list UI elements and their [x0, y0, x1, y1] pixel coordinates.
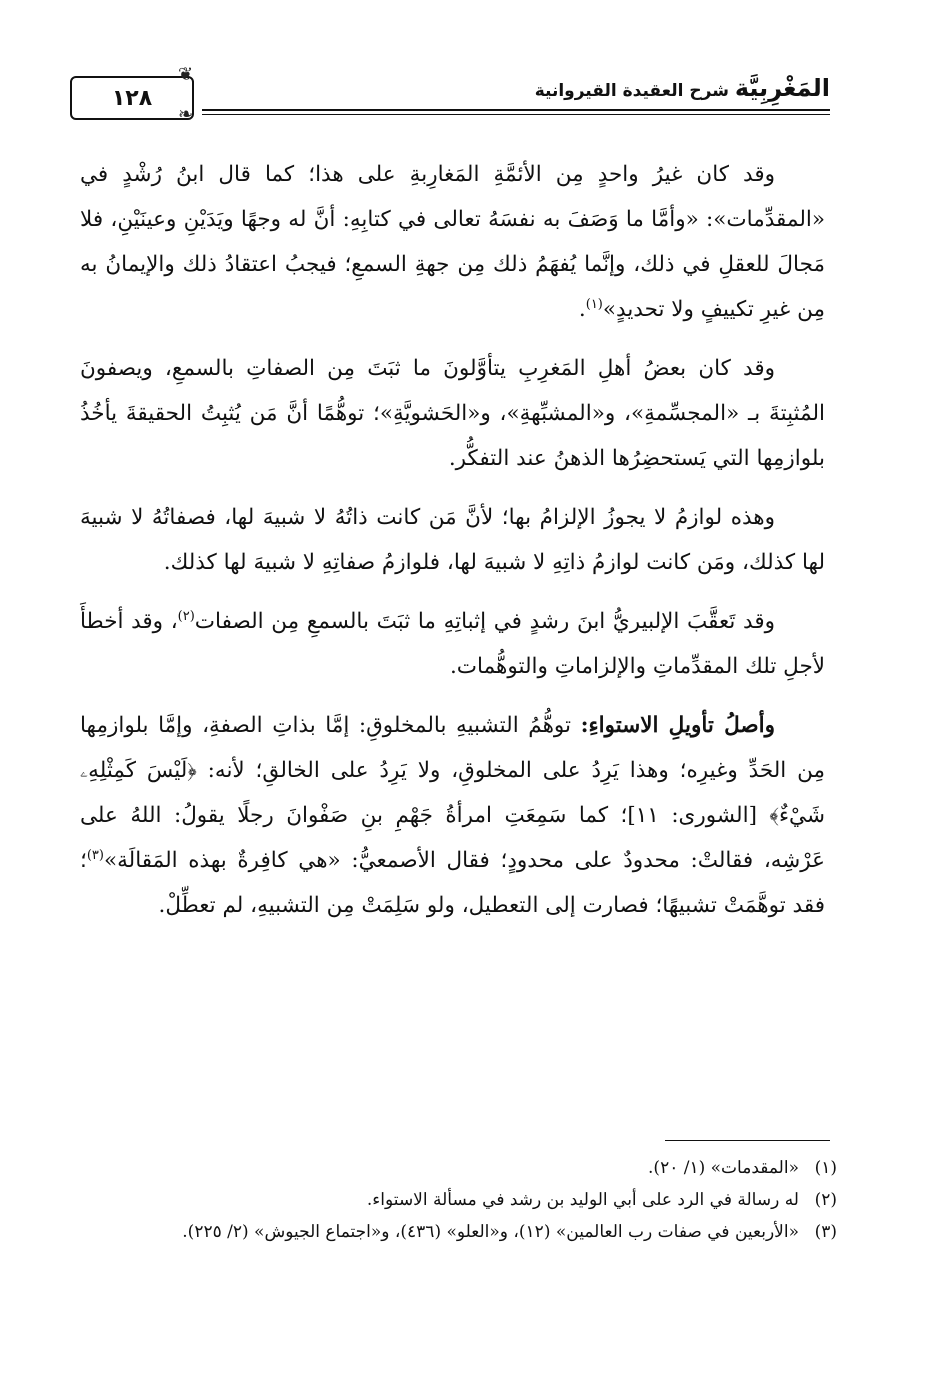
paragraph-text: وقد كان بعضُ أهلِ المَغرِبِ يتأوَّلونَ ما ثبَتَ مِن الصفاتِ بالسمعِ، ويصفونَ المُثبِتةَ بـ «المجسِّمةِ»، و«المشبِّهةِ»، و«الحَشويَّةِ»؛ توهُّمًا أنَّ مَن يُثبِتُ الحقيقةَ يأخُذُ بلوازمِها التي يَستحضِرُها الذهنُ عند التفكُّر.	[80, 356, 825, 471]
ornament-icon: ❧	[178, 104, 194, 125]
header-rule	[202, 109, 830, 115]
footnote-text: «المقدمات» (١/ ٢٠).	[648, 1158, 799, 1178]
page-number-box	[70, 76, 194, 120]
paragraph	[80, 599, 825, 689]
footnotes	[102, 1152, 837, 1248]
paragraph-tail: .	[578, 297, 586, 322]
paragraph-text: توهُّمُ التشبيهِ بالمخلوقِ: إمَّا بذاتِ الصفةِ، وإمَّا بلوازمِها مِن الحَدِّ وغيرِه؛ وهذا يَرِدُ على المخلوقِ، ولا يَرِدُ على الخالقِ؛ لأنه: ﴿لَيْسَ كَمِثْلِهِۦ شَيْءٌ﴾ [الشورى: ١١]؛ كما سَمِعَتِ امرأةُ جَهْمِ بنِ صَفْوانَ رجلًا يقولُ: اللهُ على عَرْشِه، فقالتْ: محدودٌ على محدودٍ؛ فقال الأصمعيُّ: «هي كافِرةٌ بهذه المَقالَة»	[80, 713, 825, 873]
footnote-ref: (٢)	[177, 608, 195, 624]
footnote-ref: (٣)	[86, 847, 104, 863]
paragraph-text: وقد تَعقَّبَ الإلبيريُّ ابنَ رشدٍ في إثباتِهِ ما ثبَتَ بالسمعِ مِن الصفات	[194, 609, 775, 634]
footnote-ref: (١)	[585, 296, 603, 312]
main-text	[80, 152, 825, 942]
footnote	[102, 1152, 837, 1184]
paragraph-tail: ؛ فقد توهَّمَتْ تشبيهًا؛ فصارت إلى التعطيل، ولو سَلِمَتْ مِن التشبيهِ، لم تعطِّلْ.	[80, 848, 825, 918]
footnote-number: (٢)	[814, 1190, 837, 1210]
footnote-text: «الأربعين في صفات رب العالمين» (١٢)، و«العلو» (٤٣٦)، و«اجتماع الجيوش» (٢/ ٢٢٥).	[182, 1222, 799, 1242]
running-title-sub: شرح العقيدة القيروانية	[534, 81, 735, 101]
paragraph-lead: وأصلُ تأويلِ الاستواءِ:	[580, 713, 775, 738]
paragraph	[80, 495, 825, 585]
footnote	[102, 1216, 837, 1248]
page-header	[70, 66, 830, 126]
paragraph	[80, 346, 825, 481]
running-title	[535, 74, 830, 102]
ornament-icon: ❦	[178, 64, 194, 85]
paragraph	[80, 152, 825, 332]
paragraph-text: وهذه لوازمُ لا يجوزُ الإلزامُ بها؛ لأنَّ مَن كانت ذاتُهُ لا شبيهَ لها، فصفاتُهُ لا شبيهَ لها كذلك، ومَن كانت لوازمُ ذاتِهِ لا شبيهَ لها، فلوازمُ صفاتِهِ لا شبيهَ لها كذلك.	[80, 505, 825, 575]
paragraph	[80, 703, 825, 928]
footnote-number: (٣)	[814, 1222, 837, 1242]
footnote-number: (١)	[814, 1158, 837, 1178]
footnote-separator	[665, 1140, 830, 1141]
running-title-main: المَغْرِبِيَّة	[734, 74, 830, 102]
paragraph-tail: ، وقد أخطأَ لأجلِ تلك المقدِّماتِ والإلزاماتِ والتوهُّمات.	[80, 609, 825, 679]
footnote-text: له رسالة في الرد على أبي الوليد بن رشد في مسألة الاستواء.	[366, 1190, 799, 1210]
paragraph-text: وقد كان غيرُ واحدٍ مِن الأئمَّةِ المَغارِبةِ على هذا؛ كما قال ابنُ رُشْدٍ في «المقدِّمات»: «وأمَّا ما وَصَفَ به نفسَهُ تعالى في كتابِهِ: أنَّ له وجهًا ويَدَيْنِ وعينَيْنِ، فلا مَجالَ للعقلِ في ذلك، وإنَّما يُفهَمُ ذلك مِن جهةِ السمعِ؛ فيجبُ اعتقادُ ذلك والإيمانُ به مِن غيرِ تكييفٍ ولا تحديدٍ»	[80, 162, 825, 322]
page-number: ١٢٨	[111, 85, 153, 111]
footnote	[102, 1184, 837, 1216]
